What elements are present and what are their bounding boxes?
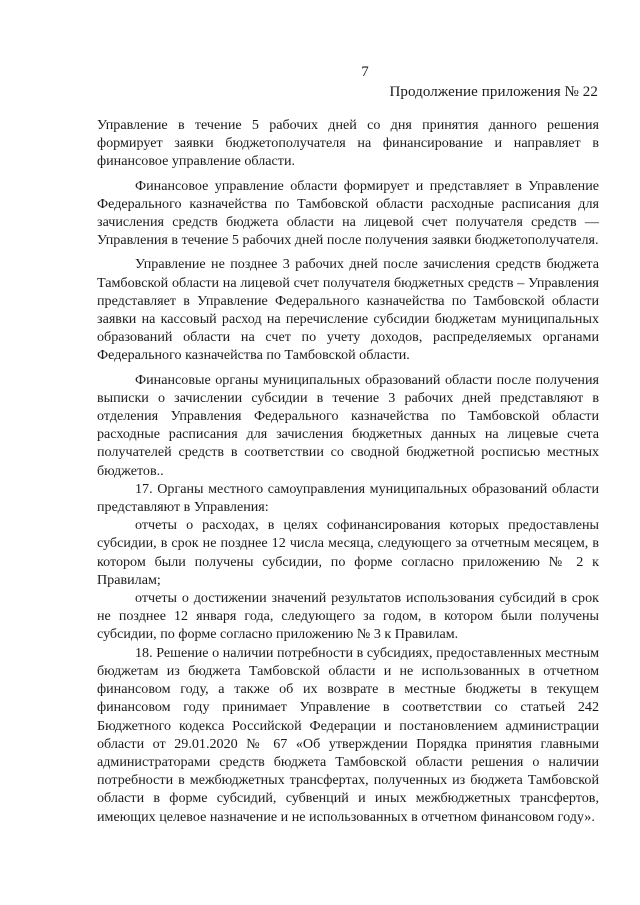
appendix-continuation-note: Продолжение приложения № 22 <box>389 84 598 100</box>
paragraph-item-17: 17. Органы местного самоуправления муниципальных образований области представляют в Управления: <box>97 480 599 516</box>
paragraph-results-reports: отчеты о достижении значений результатов использования субсидий в срок не позднее 12 января года, следующего за годом, в котором были получены субсидии, по форме согласно приложению № 3 к Правилам. <box>97 590 599 643</box>
paragraph-management-requests: Управление в течение 5 рабочих дней со дня принятия данного решения формирует заявки бюджетополучателя на финансирование и направляет в финансовое управление области. <box>97 117 599 170</box>
paragraph-municipal-finance: Финансовые органы муниципальных образований области после получения выписки о зачислении субсидии в течение 3 рабочих дней представляют в отделения Управления Федерального казначейства по Тамбовской области расходные расписания для зачисления бюджетных данных на лицевые счета получателей средств в соответствии со сводной бюджетной росписью местных бюджетов.. <box>97 371 599 479</box>
paragraph-item-18: 18. Решение о наличии потребности в субсидиях, предоставленных местным бюджетам из бюджета Тамбовской области и не использованных в отчетном финансовом году, а также об их возврате в местные бюджеты в текущем финансовом году принимает Управление в соответствии со статьей 242 Бюджетного кодекса Российской Федерации и постановлением администрации области от 29.01.2020 № 67 «Об утверждении Порядка принятия главными администраторами средств бюджета Тамбовской области решения о наличии потребности в межбюджетных трансфертах, полученных из бюджета Тамбовской области в форме субсидий, субвенций и иных межбюджетных трансфертов, имеющих целевое назначение и не использованных в отчетном финансовом году». <box>97 644 599 825</box>
paragraph-financial-management: Финансовое управление области формирует и представляет в Управление Федерального казначейства по Тамбовской области расходные расписания для зачисления средств бюджета области на лицевой счет получателя средств — Управления в течение 5 рабочих дней после получения заявки бюджетополучателя. <box>97 177 599 249</box>
paragraph-expense-reports: отчеты о расходах, в целях софинансирования которых предоставлены субсидии, в срок не позднее 12 числа месяца, следующего за отчетным месяцем, в котором были получены субсидии, по форме согласно приложению № 2 к Правилам; <box>97 517 599 588</box>
document-body <box>97 116 599 826</box>
page-number: 7 <box>361 64 369 80</box>
paragraph-management-transfer: Управление не позднее 3 рабочих дней после зачисления средств бюджета Тамбовской области на лицевой счет получателя бюджетных средств – Управления представляет в Управление Федерального казначейства по Тамбовской области заявки на кассовый расход на перечисление субсидии бюджетам муниципальных образований области на счет по учету доходов, распределяемых органами Федерального казначейства по Тамбовской области. <box>97 256 599 364</box>
